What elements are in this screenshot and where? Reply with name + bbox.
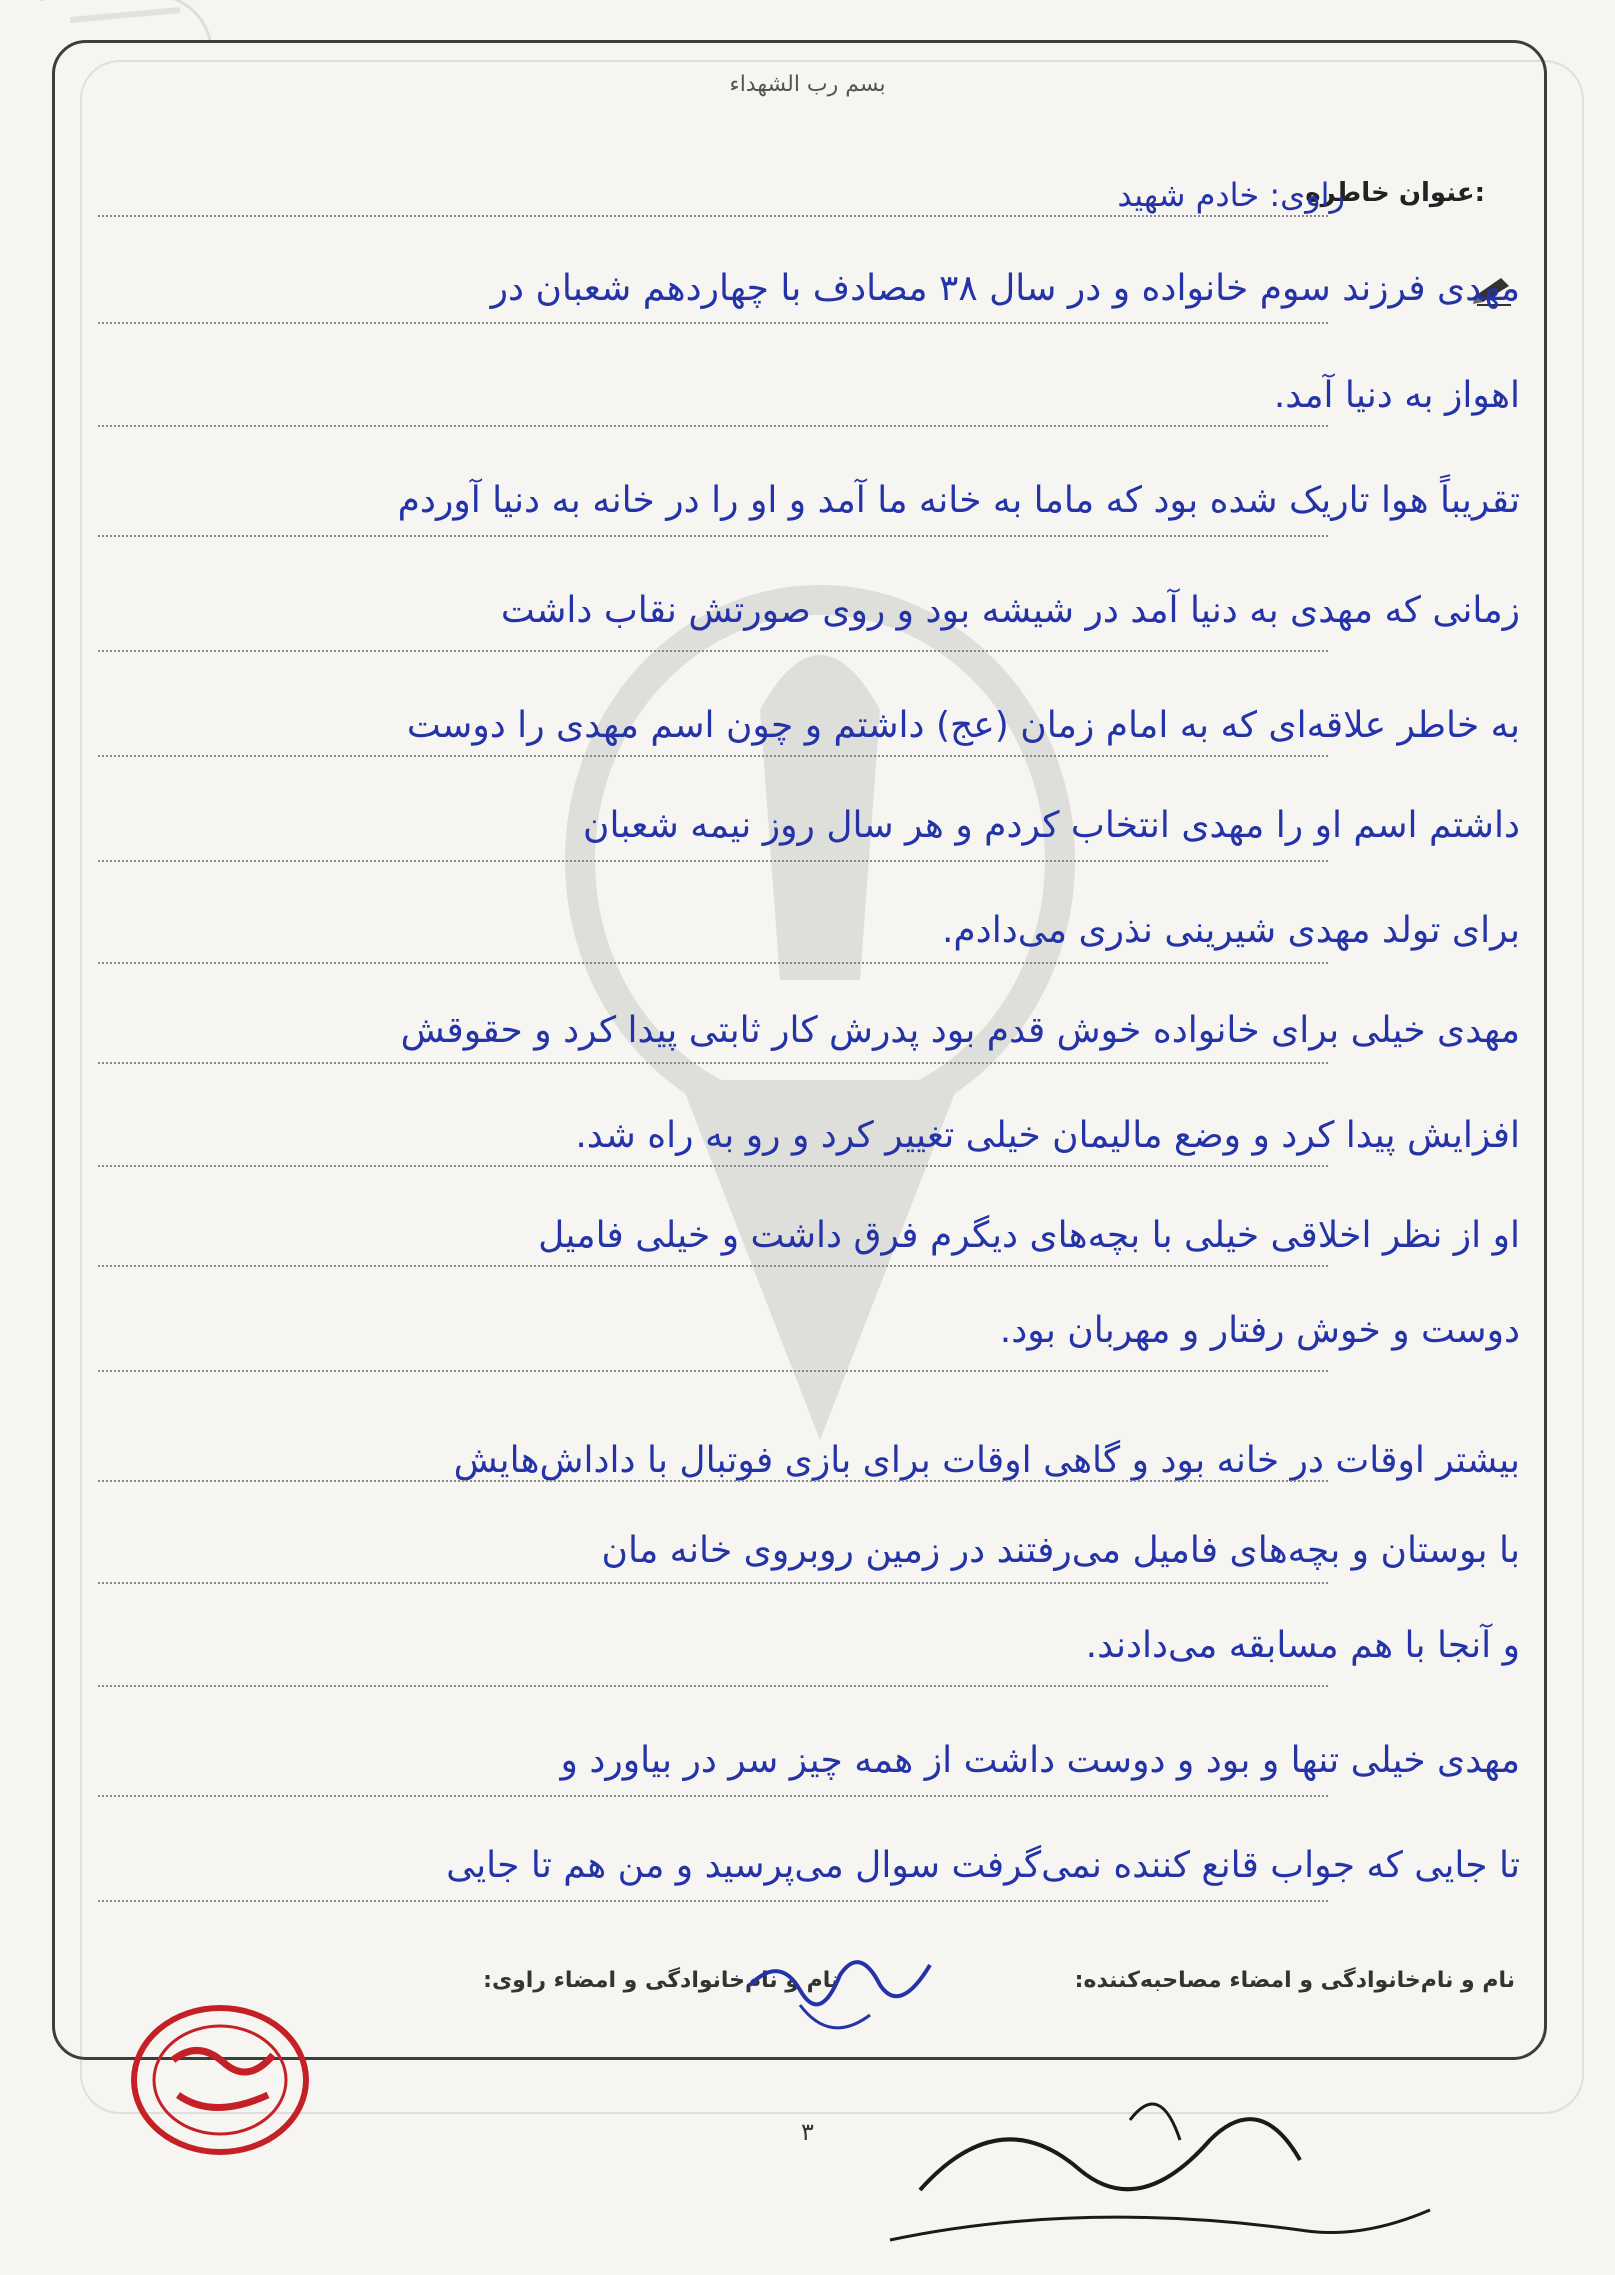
memory-line: و آنجا با هم مسابقه می‌دادند.: [1085, 1625, 1520, 1666]
ruled-line: [98, 860, 1328, 862]
ruled-line: [98, 535, 1328, 537]
narrator-label: نام و نام‌خانوادگی و امضاء راوی:: [483, 1968, 840, 1993]
ruled-line: [98, 1165, 1328, 1167]
memory-line: او از نظر اخلاقی خیلی با بچه‌های دیگرم فرق داشت و خیلی فامیل: [538, 1215, 1520, 1256]
memory-line: اهواز به دنیا آمد.: [1273, 375, 1520, 416]
ruled-line: [98, 650, 1328, 652]
ruled-line: [98, 1582, 1328, 1584]
signature-footer: [483, 1968, 1515, 1993]
narrator-signature: [880, 2080, 1440, 2270]
ruled-line: [98, 1795, 1328, 1797]
ruled-line: [98, 425, 1328, 427]
ruled-line: [98, 1265, 1328, 1267]
memory-line: تقریباً هوا تاریک شده بود که ماما به خانه ما آمد و او را در خانه به دنیا آوردم: [397, 480, 1520, 521]
memory-line: با بوستان و بچه‌های فامیل می‌رفتند در زمین روبروی خانه مان: [601, 1530, 1520, 1571]
memory-title-label: عنوان خاطره:: [1305, 178, 1485, 208]
ruled-line: [98, 962, 1328, 964]
memory-line: زمانی که مهدی به دنیا آمد در شیشه بود و روی صورتش نقاب داشت: [500, 590, 1520, 631]
header-title: بسم رب الشهداء: [729, 72, 886, 97]
memory-line: دوست و خوش رفتار و مهربان بود.: [999, 1310, 1520, 1351]
ruled-line: [98, 322, 1328, 324]
ruled-line: [98, 1480, 1328, 1482]
ruled-line: [98, 1062, 1328, 1064]
memory-line: به خاطر علاقه‌ای که به امام زمان (عج) داشتم و چون اسم مهدی را دوست: [406, 705, 1520, 746]
ruled-line: [98, 1685, 1328, 1687]
memory-line: بیشتر اوقات در خانه بود و گاهی اوقات برای بازی فوتبال با داداش‌هایش: [453, 1440, 1520, 1481]
memory-line: مهدی خیلی برای خانواده خوش قدم بود پدرش کار ثابتی پیدا کرد و حقوقش: [400, 1010, 1520, 1051]
memory-line: داشتم اسم او را مهدی انتخاب کردم و هر سال روز نیمه شعبان: [583, 805, 1520, 846]
ruled-line: [98, 755, 1328, 757]
memory-line: برای تولد مهدی شیرینی نذری می‌دادم.: [941, 910, 1520, 951]
memory-line: مهدی فرزند سوم خانواده و در سال ۳۸ مصادف با چهاردهم شعبان در: [490, 268, 1520, 309]
interviewer-label: نام و نام‌خانوادگی و امضاء مصاحبه‌کننده:: [1074, 1968, 1515, 1993]
interviewer-signature: [740, 1945, 940, 2055]
ruled-line: [98, 1370, 1328, 1372]
ruled-line: [98, 1900, 1328, 1902]
memory-line: مهدی خیلی تنها و بود و دوست داشت از همه چیز سر در بیاورد و: [560, 1740, 1520, 1781]
ruled-line: [98, 215, 1328, 217]
page-number: ۳: [801, 2118, 814, 2146]
memory-title-value: راوی: خادم شهید: [1117, 176, 1345, 214]
memory-line: تا جایی که جواب قانع کننده نمی‌گرفت سوال می‌پرسید و من هم تا جایی: [446, 1845, 1520, 1886]
memory-line: افزایش پیدا کرد و وضع مالیمان خیلی تغییر کرد و رو به راه شد.: [575, 1115, 1520, 1156]
